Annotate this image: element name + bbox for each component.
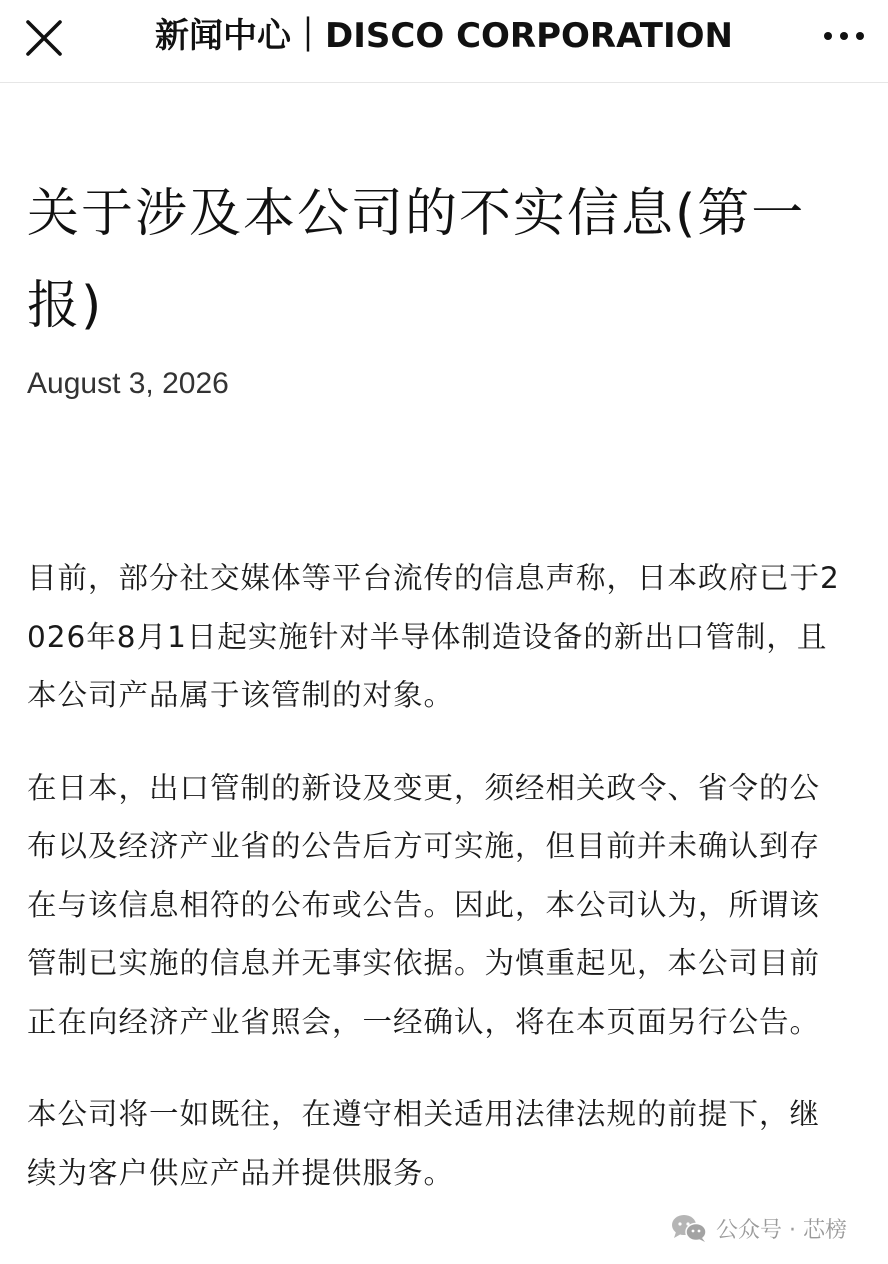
article-paragraph: 在日本，出口管制的新设及变更，须经相关政令、省令的公布以及经济产业省的公告后方可实施，但目前并未确认到存在与该信息相符的公布或公告。因此，本公司认为，所谓该管制已实施的信息并无事实依据。为慎重起见，本公司目前正在向经济产业省照会，一经确认，将在本页面另行公告。 — [27, 770, 821, 1039]
watermark — [668, 1210, 847, 1246]
more-dots-icon — [818, 16, 874, 56]
article-body — [27, 82, 842, 1202]
top-bar — [0, 0, 888, 83]
article-paragraph: 本公司将一如既往，在遵守相关适用法律法规的前提下，继续为客户供应产品并提供服务。 — [27, 1097, 821, 1190]
watermark-text: 公众号 · 芯榜 — [716, 1217, 847, 1243]
article-paragraph: 目前，部分社交媒体等平台流传的信息声称，日本政府已于2026年8月1日起实施针对半导体制造设备的新出口管制，且本公司产品属于该管制的对象。 — [27, 561, 840, 712]
close-icon — [20, 14, 70, 64]
more-options-button[interactable] — [818, 16, 874, 56]
page-title: 新闻中心｜DISCO CORPORATION — [155, 16, 733, 56]
article-title: 关于涉及本公司的不实信息(第一报) — [27, 184, 806, 336]
article-date: August 3, 2026 — [27, 367, 229, 400]
close-button[interactable] — [20, 14, 70, 64]
wechat-icon — [670, 1213, 708, 1243]
